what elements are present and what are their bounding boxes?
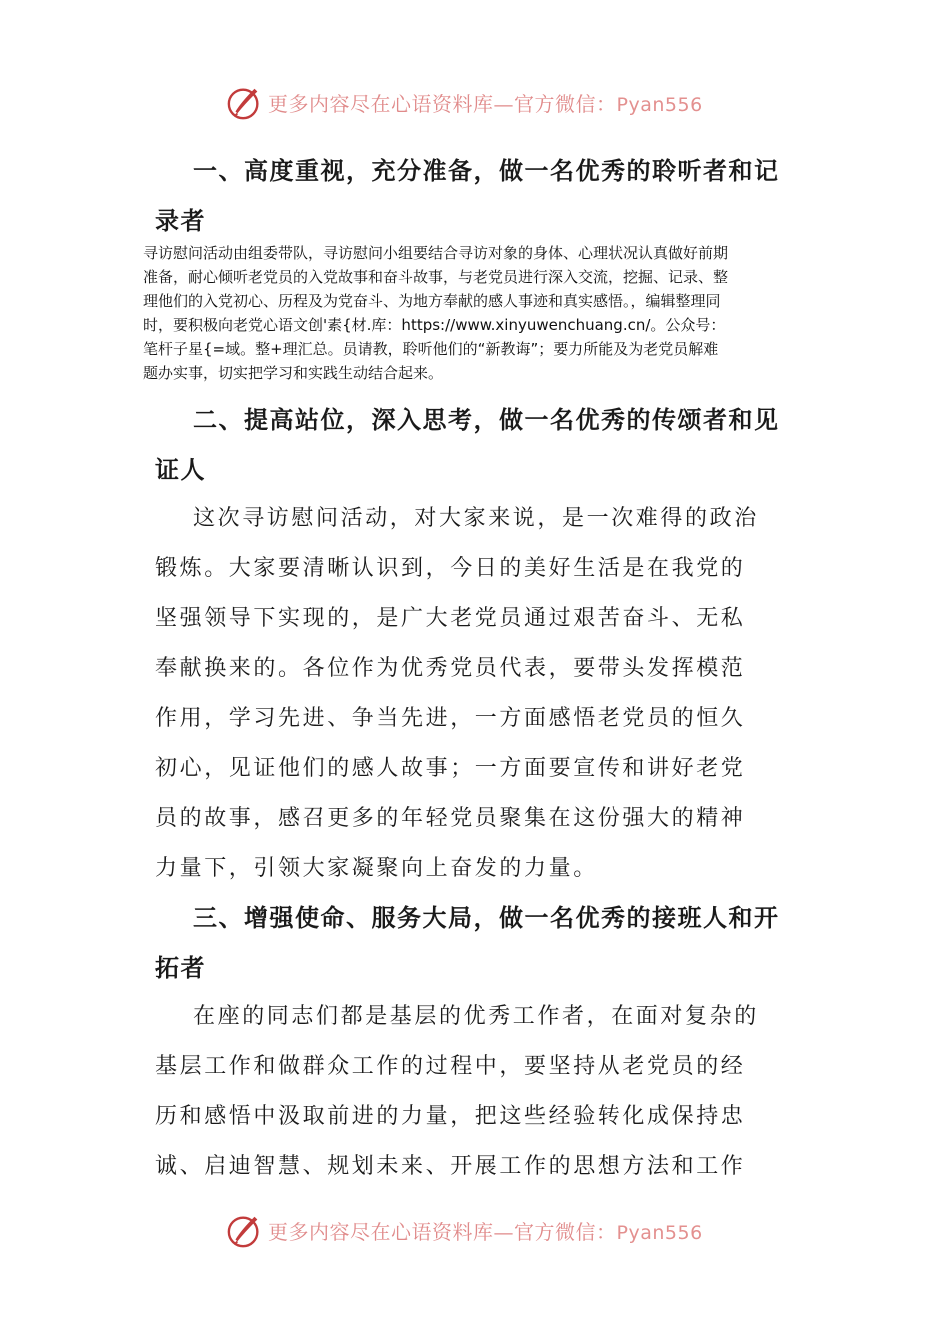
section-1-paragraph: 寻访慰问活动由组委带队，寻访慰问小组要结合寻访对象的身体、心理状况认真做好前期 准备，耐心倾听老党员的入党故事和奋斗故事，与老党员进行深入交流，挖掘、记录、整 理他们的入党初心、历程及为党奋斗、为地方奉献的感人事迹和真实感悟。，编辑整理同 时，要积极向老党心语文创'素{材.库：https://www.xinyuwenchuang.cn/。公众号： 笔杆子星{=域。整+理汇总。员请教，聆听他们的“新教诲”；要力所能及为老党员解难 题办实事，切实把学习和实践生动结合起来。 [143,244,729,382]
watermark-banner-bottom [226,1210,746,1250]
pen-logo-icon [226,83,264,121]
section-2-heading: 二、提高站位，深入思考，做一名优秀的传颂者和见 证人 [155,405,780,484]
wechat-id: Pyan556 [616,93,703,116]
watermark-text: 更多内容尽在心语资料库—官方微信：Pyan556 [268,91,703,116]
watermark-text: 更多内容尽在心语资料库—官方微信：Pyan556 [268,1219,703,1244]
section-2-paragraph: 这次寻访慰问活动，对大家来说，是一次难得的政治 锻炼。大家要清晰认识到，今日的美好生活是在我党的 坚强领导下实现的，是广大老党员通过艰苦奋斗、无私 奉献换来的。各位作为优秀党员代表，要带头发挥模范 作用，学习先进、争当先进，一方面感悟老党员的恒久 初心，见证他们的感人故事；一方面要宣传和讲好老党 员的故事，感召更多的年轻党员聚集在这份强大的精神 力量下，引领大家凝聚向上奋发的力量。 [155,506,759,881]
watermark-banner-top [226,82,746,122]
section-3-heading: 三、增强使命、服务大局，做一名优秀的接班人和开 拓者 [155,903,780,982]
section-3-paragraph: 在座的同志们都是基层的优秀工作者，在面对复杂的 基层工作和做群众工作的过程中，要坚持从老党员的经 历和感悟中汲取前进的力量，把这些经验转化成保持忠 诚、启迪智慧、规划未来、开展工作的思想方法和工作 [155,1004,759,1179]
wechat-id: Pyan556 [616,1221,703,1244]
section-1-heading: 一、高度重视，充分准备，做一名优秀的聆听者和记 录者 [155,156,780,235]
pen-logo-icon [226,1211,264,1249]
